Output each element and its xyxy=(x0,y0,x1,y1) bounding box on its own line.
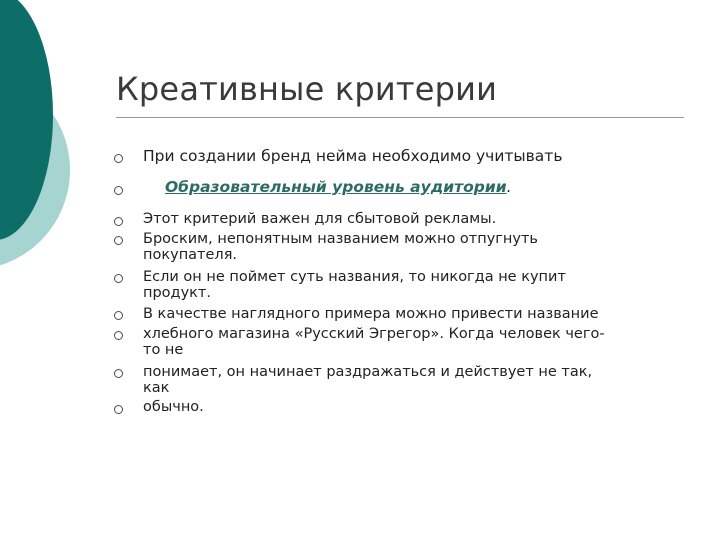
title-divider xyxy=(116,117,684,118)
bullet-icon xyxy=(114,369,123,378)
bullet-icon xyxy=(114,405,123,414)
bullet-icon xyxy=(114,274,123,283)
body-line: В качестве наглядного примера можно привести название xyxy=(143,306,599,322)
body-line: Этот критерий важен для сбытовой рекламы. xyxy=(143,211,497,227)
bullet-icon xyxy=(114,311,123,320)
body-line: покупателя. xyxy=(143,247,238,263)
body-line: то не xyxy=(143,342,184,358)
audience-level-text: Образовательный уровень аудитории xyxy=(165,178,507,196)
lead-text: При создании бренд нейма необходимо учитывать xyxy=(143,147,563,165)
body-line: Если он не поймет суть названия, то никогда не купит xyxy=(143,269,566,285)
body-line: Броским, непонятным названием можно отпугнуть xyxy=(143,231,538,247)
bullet-icon xyxy=(114,236,123,245)
bullet-icon xyxy=(114,154,123,163)
decorative-circles xyxy=(0,0,120,300)
bullet-icon xyxy=(114,217,123,226)
body-line: обычно. xyxy=(143,399,204,415)
body-line: хлебного магазина «Русский Эгрегор». Когда человек чего- xyxy=(143,326,605,342)
emphasis-line xyxy=(165,178,512,196)
body-line: продукт. xyxy=(143,285,211,301)
body-line: как xyxy=(143,380,170,396)
slide-title: Креативные критерии xyxy=(116,70,498,108)
bullet-icon xyxy=(114,186,123,195)
period-text: . xyxy=(506,178,512,196)
bullet-icon xyxy=(114,331,123,340)
body-line: понимает, он начинает раздражаться и действует не так, xyxy=(143,364,593,380)
